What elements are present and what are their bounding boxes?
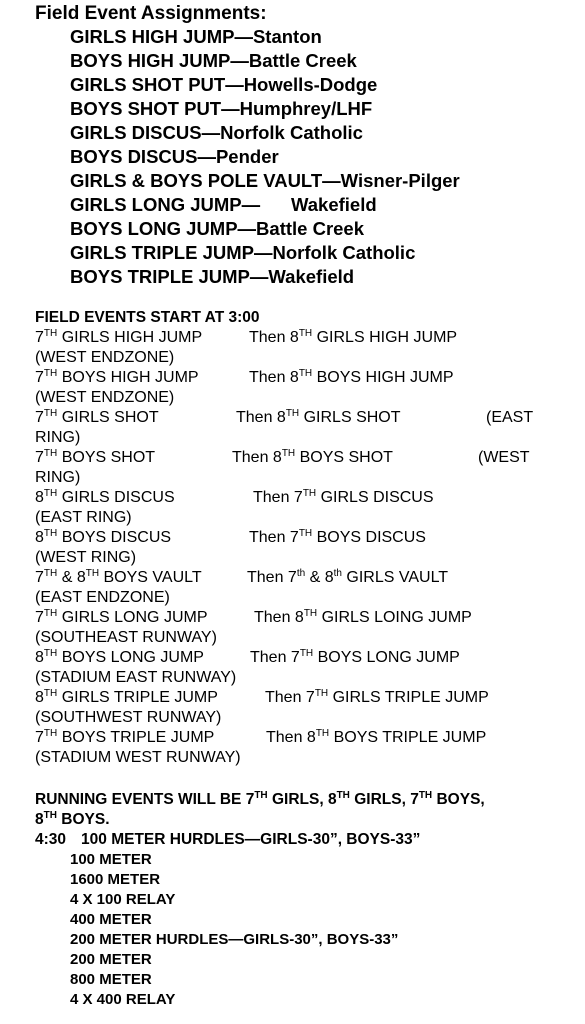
running-event-item: 100 METER bbox=[70, 851, 152, 868]
start-time: 4:30 bbox=[35, 831, 67, 848]
second-group-event: Then 7TH BOYS DISCUS bbox=[249, 528, 426, 546]
event-location: (WEST ENDZONE) bbox=[35, 349, 175, 366]
field-event-row bbox=[35, 648, 580, 668]
event-location: (WEST ENDZONE) bbox=[35, 389, 175, 406]
assignment-item: BOYS HIGH JUMP—Battle Creek bbox=[70, 50, 357, 71]
assignment-item: GIRLS HIGH JUMP—Stanton bbox=[70, 26, 322, 47]
first-group-event: 7TH GIRLS HIGH JUMP bbox=[35, 328, 203, 346]
field-event-row bbox=[35, 328, 580, 348]
second-group-event: Then 8TH BOYS TRIPLE JUMP bbox=[266, 728, 487, 746]
assignment-item: GIRLS SHOT PUT—Howells-Dodge bbox=[70, 74, 378, 95]
running-event-item: 1600 METER bbox=[70, 871, 161, 888]
second-group-event: Then 8TH GIRLS HIGH JUMP bbox=[249, 328, 458, 346]
assignment-item: GIRLS TRIPLE JUMP—Norfolk Catholic bbox=[70, 242, 416, 263]
running-event-label: 100 METER HURDLES—GIRLS-30”, BOYS-33” bbox=[81, 831, 421, 848]
event-location-start: (WEST bbox=[478, 449, 530, 466]
event-location: (EAST ENDZONE) bbox=[35, 589, 170, 606]
running-event-item: 4 X 100 RELAY bbox=[70, 891, 176, 908]
field-event-row bbox=[35, 728, 580, 748]
assignment-item: GIRLS LONG JUMP— Wakefield bbox=[70, 194, 377, 215]
second-group-event: Then 7th & 8th GIRLS VAULT bbox=[247, 568, 449, 586]
running-event-item: 4 X 400 RELAY bbox=[70, 991, 176, 1008]
field-event-row bbox=[35, 528, 580, 548]
field-event-row bbox=[35, 608, 580, 628]
event-location: (STADIUM WEST RUNWAY) bbox=[35, 749, 241, 766]
second-group-event: Then 7TH GIRLS TRIPLE JUMP bbox=[265, 688, 489, 706]
field-event-row bbox=[35, 488, 580, 508]
event-location: (WEST RING) bbox=[35, 549, 137, 566]
first-group-event: 8TH BOYS LONG JUMP bbox=[35, 648, 204, 666]
first-group-event: 7TH GIRLS SHOT bbox=[35, 408, 159, 426]
assignment-item: BOYS DISCUS—Pender bbox=[70, 146, 279, 167]
event-location: (SOUTHWEST RUNWAY) bbox=[35, 709, 222, 726]
second-group-event: Then 8TH BOYS SHOT bbox=[232, 448, 393, 466]
second-group-event: Then 8TH GIRLS LOING JUMP bbox=[254, 608, 472, 626]
event-location: (EAST RING) bbox=[35, 509, 132, 526]
running-note-cont: 8TH BOYS. bbox=[35, 810, 110, 828]
field-start-heading: FIELD EVENTS START AT 3:00 bbox=[35, 309, 260, 326]
running-event-item: 800 METER bbox=[70, 971, 152, 988]
first-running-event bbox=[35, 830, 420, 850]
first-group-event: 8TH GIRLS TRIPLE JUMP bbox=[35, 688, 218, 706]
first-group-event: 8TH GIRLS DISCUS bbox=[35, 488, 175, 506]
second-group-event: Then 7TH GIRLS DISCUS bbox=[253, 488, 434, 506]
assignment-item: GIRLS & BOYS POLE VAULT—Wisner-Pilger bbox=[70, 170, 460, 191]
running-note: RUNNING EVENTS WILL BE 7TH GIRLS, 8TH GIRLS, 7TH BOYS, bbox=[35, 790, 485, 808]
event-location: (SOUTHEAST RUNWAY) bbox=[35, 629, 217, 646]
first-group-event: 7TH GIRLS LONG JUMP bbox=[35, 608, 208, 626]
running-event-item: 200 METER HURDLES—GIRLS-30”, BOYS-33” bbox=[70, 931, 399, 948]
page-title: Field Event Assignments: bbox=[35, 3, 267, 24]
field-event-row bbox=[35, 368, 580, 388]
event-location: RING) bbox=[35, 469, 81, 486]
field-event-row bbox=[35, 568, 580, 588]
running-event-item: 400 METER bbox=[70, 911, 152, 928]
assignment-item: BOYS TRIPLE JUMP—Wakefield bbox=[70, 266, 355, 287]
assignment-item: BOYS SHOT PUT—Humphrey/LHF bbox=[70, 98, 373, 119]
event-location-start: (EAST bbox=[486, 409, 534, 426]
first-group-event: 7TH BOYS TRIPLE JUMP bbox=[35, 728, 215, 746]
first-group-event: 7TH & 8TH BOYS VAULT bbox=[35, 568, 202, 586]
field-event-row bbox=[35, 688, 580, 708]
assignment-item: GIRLS DISCUS—Norfolk Catholic bbox=[70, 122, 363, 143]
field-event-row bbox=[35, 448, 580, 468]
first-group-event: 7TH BOYS HIGH JUMP bbox=[35, 368, 199, 386]
assignment-item: BOYS LONG JUMP—Battle Creek bbox=[70, 218, 365, 239]
event-location: (STADIUM EAST RUNWAY) bbox=[35, 669, 237, 686]
second-group-event: Then 8TH BOYS HIGH JUMP bbox=[249, 368, 454, 386]
first-group-event: 8TH BOYS DISCUS bbox=[35, 528, 172, 546]
running-event-item: 200 METER bbox=[70, 951, 152, 968]
event-location: RING) bbox=[35, 429, 81, 446]
second-group-event: Then 7TH BOYS LONG JUMP bbox=[250, 648, 460, 666]
second-group-event: Then 8TH GIRLS SHOT bbox=[236, 408, 401, 426]
field-event-row bbox=[35, 408, 580, 428]
first-group-event: 7TH BOYS SHOT bbox=[35, 448, 156, 466]
